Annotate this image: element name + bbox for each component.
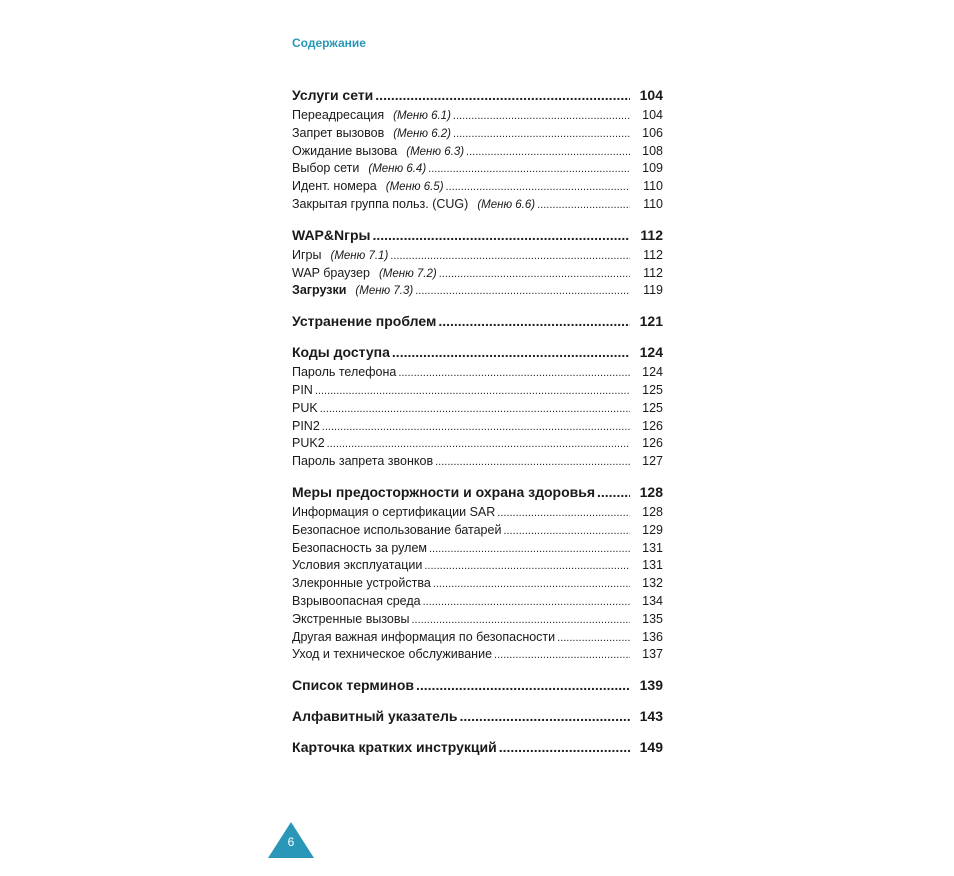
leader-dots [537, 199, 630, 211]
toc-entry-page: 131 [642, 540, 663, 555]
toc-entry-page: 104 [642, 108, 663, 122]
toc-section-title-row[interactable] [292, 313, 663, 332]
leader-dots [557, 632, 630, 644]
leader-dots [424, 560, 630, 572]
toc-entry-page: 126 [642, 418, 663, 433]
toc-entry-label: PUK2 [292, 436, 325, 451]
toc-entry-label: PIN2 [292, 418, 320, 433]
toc-entry[interactable] [292, 505, 663, 523]
leader-dots [435, 456, 630, 468]
leader-dots [499, 739, 630, 755]
leader-dots [390, 250, 630, 262]
toc-entry-label: Злекронные устройства [292, 576, 431, 591]
toc-section [292, 344, 663, 472]
leader-dots [494, 649, 630, 661]
leader-dots [497, 507, 630, 519]
toc-section-title-row[interactable] [292, 708, 663, 727]
toc-entry[interactable] [292, 161, 663, 179]
leader-dots [398, 367, 630, 379]
toc-entry[interactable] [292, 594, 663, 612]
toc-entry[interactable] [292, 266, 663, 284]
toc-entry[interactable] [292, 197, 663, 215]
toc-entry-menu-ref: (Меню 6.3) [406, 145, 465, 158]
leader-dots [322, 421, 630, 433]
toc-entry-menu-ref: (Меню 6.4) [368, 163, 427, 176]
leader-dots [503, 525, 630, 537]
toc-section-title: Коды доступа [292, 344, 390, 361]
toc-section-title-row[interactable] [292, 484, 663, 503]
toc-page-number: 112 [640, 226, 663, 243]
toc-entry-page: 109 [642, 161, 663, 176]
toc-entry-menu-ref: (Меню 6.5) [385, 181, 444, 194]
toc-entry[interactable] [292, 283, 663, 301]
toc-entry-menu-ref: (Меню 6.2) [393, 127, 452, 140]
toc-entry[interactable] [292, 365, 663, 383]
toc-entry[interactable] [292, 558, 663, 576]
toc-section-title-row[interactable] [292, 344, 663, 363]
toc-entry-page: 119 [643, 283, 663, 298]
toc-entry-page: 128 [642, 504, 663, 519]
toc-entry-page: 136 [642, 629, 663, 644]
toc-entry-label: Закрытая группа польз. (CUG) [292, 196, 469, 211]
toc-entry-page: 126 [642, 436, 663, 451]
toc-entry[interactable] [292, 647, 663, 665]
toc-entry-label: Взрывоопасная среда [292, 593, 421, 608]
leader-dots [453, 110, 630, 122]
toc-page-number: 139 [639, 677, 663, 694]
leader-dots [392, 344, 630, 360]
toc-entry-page: 106 [642, 125, 663, 140]
leader-dots [453, 128, 630, 140]
leader-dots [446, 181, 630, 193]
toc-entry-page: 112 [643, 247, 663, 262]
toc-page-number: 124 [639, 344, 663, 361]
toc-section-title: Устранение проблем [292, 313, 437, 330]
toc-entry-page: 125 [642, 400, 663, 415]
toc-entry-label: Идент. номера [292, 179, 377, 194]
page-number: 6 [287, 835, 295, 849]
toc-entry-page: 137 [642, 647, 663, 662]
toc-entry-page: 131 [642, 558, 663, 573]
toc-entry-label: Безопасность за рулем [292, 540, 427, 555]
toc-entry[interactable] [292, 523, 663, 541]
toc-entry-page: 112 [643, 265, 663, 280]
toc-entry-label: Загрузки [292, 283, 347, 298]
toc-entry[interactable] [292, 248, 663, 266]
leader-dots [415, 285, 630, 297]
leader-dots [327, 438, 630, 450]
toc-entry-label: PIN [292, 382, 313, 397]
leader-dots [459, 708, 630, 724]
toc-entry-label: PUK [292, 400, 318, 415]
toc-entry[interactable] [292, 401, 663, 419]
leader-dots [439, 268, 630, 280]
toc-entry[interactable] [292, 419, 663, 437]
toc-entry[interactable] [292, 144, 663, 162]
toc-entry-label: Экстренные вызовы [292, 611, 410, 626]
toc-section-title-row[interactable] [292, 87, 663, 106]
leader-dots [375, 87, 630, 103]
toc-section-title-row[interactable] [292, 677, 663, 696]
toc-entry-page: 110 [643, 196, 663, 211]
toc-section-title: WAP&Nгры [292, 226, 371, 243]
toc-entry-label: Условия эксплуатации [292, 558, 423, 573]
toc-entry-label: Игры [292, 247, 322, 262]
table-of-contents [292, 87, 663, 770]
toc-section-title: Услуги сети [292, 87, 374, 103]
leader-dots [315, 385, 630, 397]
toc-entry[interactable] [292, 436, 663, 454]
toc-entry-menu-ref: (Меню 7.3) [355, 285, 414, 298]
toc-entry-menu-ref: (Меню 7.2) [378, 267, 437, 280]
toc-section-title: Карточка кратких инструкций [292, 739, 497, 756]
toc-section [292, 739, 663, 758]
toc-entry-page: 110 [643, 179, 663, 194]
toc-entry-menu-ref: (Меню 7.1) [330, 249, 389, 262]
toc-entry-page: 125 [642, 382, 663, 397]
leader-dots [433, 578, 630, 590]
toc-section [292, 87, 663, 215]
page-number-badge [268, 822, 314, 858]
toc-section-title: Алфавитный указатель [292, 708, 458, 725]
toc-section-title: Список терминов [292, 677, 414, 694]
toc-entry-label: Информация о сертификации SAR [292, 504, 496, 519]
toc-entry-label: Уход и техническое обслуживание [292, 647, 493, 662]
toc-page-number: 149 [639, 739, 663, 756]
toc-entry-label: Безопасное использование батарей [292, 522, 502, 537]
leader-dots [428, 163, 630, 175]
toc-section [292, 313, 663, 332]
leader-dots [423, 596, 630, 608]
leader-dots [466, 146, 630, 158]
toc-entry[interactable] [292, 576, 663, 594]
toc-entry-label: Выбор сети [292, 161, 360, 176]
leader-dots [438, 313, 630, 329]
toc-entry-label: WAP браузер [292, 265, 370, 280]
toc-entry-page: 124 [642, 365, 663, 380]
toc-section [292, 227, 663, 301]
toc-entry[interactable] [292, 179, 663, 197]
page-header: Содержание [292, 36, 366, 50]
toc-entry-page: 127 [642, 454, 663, 469]
toc-section [292, 677, 663, 696]
toc-entry[interactable] [292, 126, 663, 144]
toc-entry-label: Другая важная информация по безопасности [292, 629, 556, 644]
toc-section-title: Меры предосторжности и охрана здоровья [292, 483, 595, 500]
leader-dots [411, 614, 630, 626]
toc-section-title-row[interactable] [292, 227, 663, 246]
toc-entry-page: 129 [642, 522, 663, 537]
toc-entry[interactable] [292, 454, 663, 472]
toc-page-number: 104 [639, 87, 663, 103]
toc-entry-label: Запрет вызовов [292, 125, 385, 140]
toc-entry-page: 134 [642, 593, 663, 608]
toc-entry-menu-ref: (Меню 6.6) [477, 198, 536, 211]
toc-entry[interactable] [292, 383, 663, 401]
toc-entry-label: Пароль запрета звонков [292, 454, 434, 469]
toc-page-number: 128 [639, 483, 663, 500]
toc-entry[interactable] [292, 541, 663, 559]
toc-entry-label: Переадресация [292, 108, 385, 122]
toc-entry-label: Ожидание вызова [292, 143, 398, 158]
leader-dots [372, 227, 630, 243]
leader-dots [320, 403, 630, 415]
leader-dots [429, 543, 630, 555]
toc-section [292, 708, 663, 727]
toc-entry-page: 108 [642, 143, 663, 158]
leader-dots [416, 677, 630, 693]
toc-entry-page: 135 [642, 611, 663, 626]
toc-page-number: 143 [639, 708, 663, 725]
toc-entry-menu-ref: (Меню 6.1) [393, 110, 451, 122]
toc-entry[interactable] [292, 612, 663, 630]
toc-section [292, 484, 663, 665]
toc-page-number: 121 [639, 313, 663, 330]
leader-dots [597, 484, 630, 500]
toc-entry[interactable] [292, 630, 663, 648]
toc-entry-label: Пароль телефона [292, 365, 397, 380]
toc-section-title-row[interactable] [292, 739, 663, 758]
toc-entry[interactable] [292, 108, 663, 126]
toc-entry-page: 132 [642, 576, 663, 591]
